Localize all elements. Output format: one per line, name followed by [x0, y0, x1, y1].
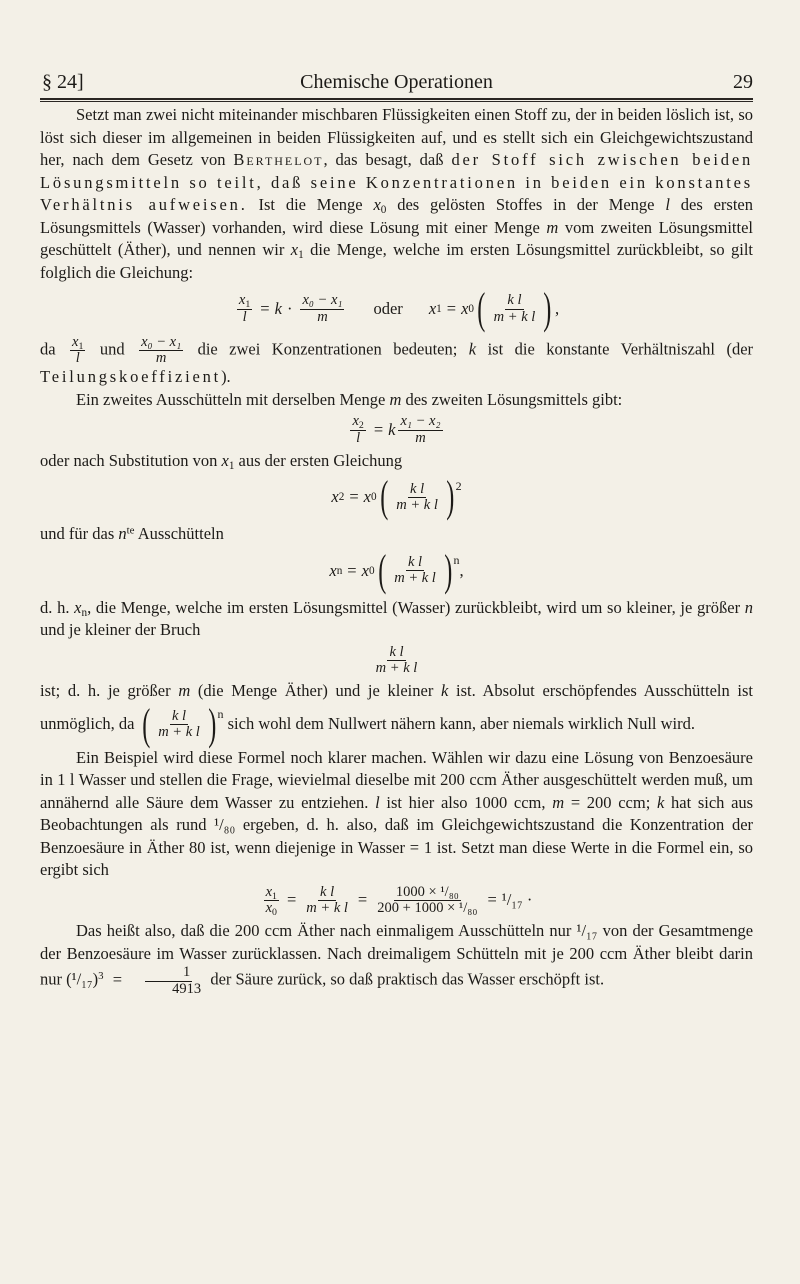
header-rule-thick [40, 98, 753, 100]
paragraph-zweites-ausschuetteln: Ein zweites Ausschütteln mit derselben Menge m des zweiten Lösungsmittels gibt: [76, 389, 623, 409]
paragraph-erschoepfend: ist; d. h. je größer m (die Menge Äther) und je kleiner k ist. Absolut erschöpfendes Ausschütteln ist unmöglich, da ( $\frac{\text{k l}}{\text{m + k l}}$ ) n sich wohl dem Nullwert nähern kann, aber niemals wirklich Null wird. [40, 681, 754, 749]
equation-4: x n = x 0 ( $\frac{\text{k l}}{\text{m + k l}}$ ) n , [329, 545, 464, 595]
author-name: Berthelot [233, 150, 324, 169]
paragraph-nte: und für das $n^{te}$ Ausschütteln [40, 524, 224, 544]
equation-2: $\frac{x_2}{l}$ = k $\frac{\text{x₁ − x₂}}{m}$ [352, 413, 441, 446]
page-number: 29 [733, 71, 753, 93]
equation-3: x 2 = x 0 ( $\frac{\text{k l}}{\text{m + k l}}$ ) 2 [331, 472, 462, 522]
paragraph-berthelot-law: Setzt man zwei nicht miteinander mischbaren Flüssigkeiten einen Stoff zu, der in beiden löslich ist, so löst sich dieser im allgemeinen in beiden Flüssigkeiten auf, und es stellt sich ein Gleichgewichtszustand her, nach dem Gesetz von Berthelot, das besagt, daß der Stoff sich zwischen beiden Lösungsmitteln so teilt, daß seine Konzentrationen in beiden ein konstantes Verhältnis aufweisen. Ist die Menge $x_0$ des gelösten Stoffes in der Menge l des ersten Lösungsmittels (Wasser) vorhanden, wird diese Lösung mit einer Menge m vom zweiten Lösungsmittel geschüttelt (Äther), und nennen wir $x_1$ die Menge, welche im ersten Lösungsmittel zurückbleibt, so gilt folglich die Gleichung: [40, 105, 754, 282]
law-statement: der Stoff sich zwischen beiden Lösungsmitteln so teilt, daß seine Konzentrationen in beiden ein konstantes Verhältnis aufweisen. [40, 150, 754, 214]
equation-bruch: $\frac{\text{k l}}{\text{m + k l}}$ [375, 643, 418, 677]
paragraph-substitution: oder nach Substitution von $x_1$ aus der ersten Gleichung [40, 450, 403, 473]
header-rule-thin [40, 101, 753, 102]
section-number: § 24] [42, 71, 84, 93]
paragraph-ergebnis: Das heißt also, daß die 200 ccm Äther nach einmaligem Ausschütteln nur ¹/₁₇ von der Gesamtmenge der Benzoesäure im Wasser zurücklassen. Nach dreimaligem Schütteln mit je 200 ccm Äther bleibt darin nur $(^1/_{17})^3$ = $\frac{1}{4913}$ der Säure zurück, so daß praktisch das Wasser erschöpft ist. [40, 921, 754, 997]
chapter-title: Chemische Operationen [300, 71, 493, 93]
term-teilungskoeffizient: Teilungskoeffizient [40, 367, 222, 387]
running-header [40, 68, 753, 96]
equation-beispiel: $\frac{x_1}{x_0}$ = $\frac{\text{k l}}{\text{m + k l}}$ = $\frac{\text{1000 × ¹/₈₀}}{\text{200 + 1000 × ¹/₈₀}}$ = ¹/₁₇ · [265, 883, 533, 918]
equation-1: $\frac{x_1}{l}$ = k · $\frac{\text{x₀ − x₁}}{m}$ oder x 1 = x 0 ( $\frac{\text{k l}}{\text{m + k l}}$ ) , [238, 284, 560, 333]
page-body [40, 104, 753, 997]
paragraph-beispiel: Ein Beispiel wird diese Formel noch klarer machen. Wählen wir dazu eine Lösung von Benzoesäure in 1 l Wasser und stellen die Frage, wievielmal dieselbe mit 200 ccm Äther ausgeschüttelt werden muß, um annähernd alle Säure dem Wasser zu entziehen. l ist hier also 1000 ccm, m = 200 ccm; k hat sich aus Beobachtungen als rund ¹/₈₀ ergeben, d. h. also, daß im Gleichgewichtszustand die Konzentration der Benzoesäure in Äther 80 ist, wenn diejenige in Wasser = 1 ist. Setzt man diese Werte in die Formel ein, so ergibt sich [40, 747, 754, 880]
paragraph-menge-kleiner: d. h. $x_n$, die Menge, welche im ersten Lösungsmittel (Wasser) zurückbleibt, wird um so kleiner, je größer n und je kleiner der Bruch [40, 597, 754, 640]
paragraph-konzentrationen: da $\frac{x_1}{l}$ und $\frac{\text{x₀ − x₁}}{m}$ die zwei Konzentrationen bedeuten; k ist die konstante Verhältniszahl (der Teilungskoeffizient). [40, 334, 754, 387]
